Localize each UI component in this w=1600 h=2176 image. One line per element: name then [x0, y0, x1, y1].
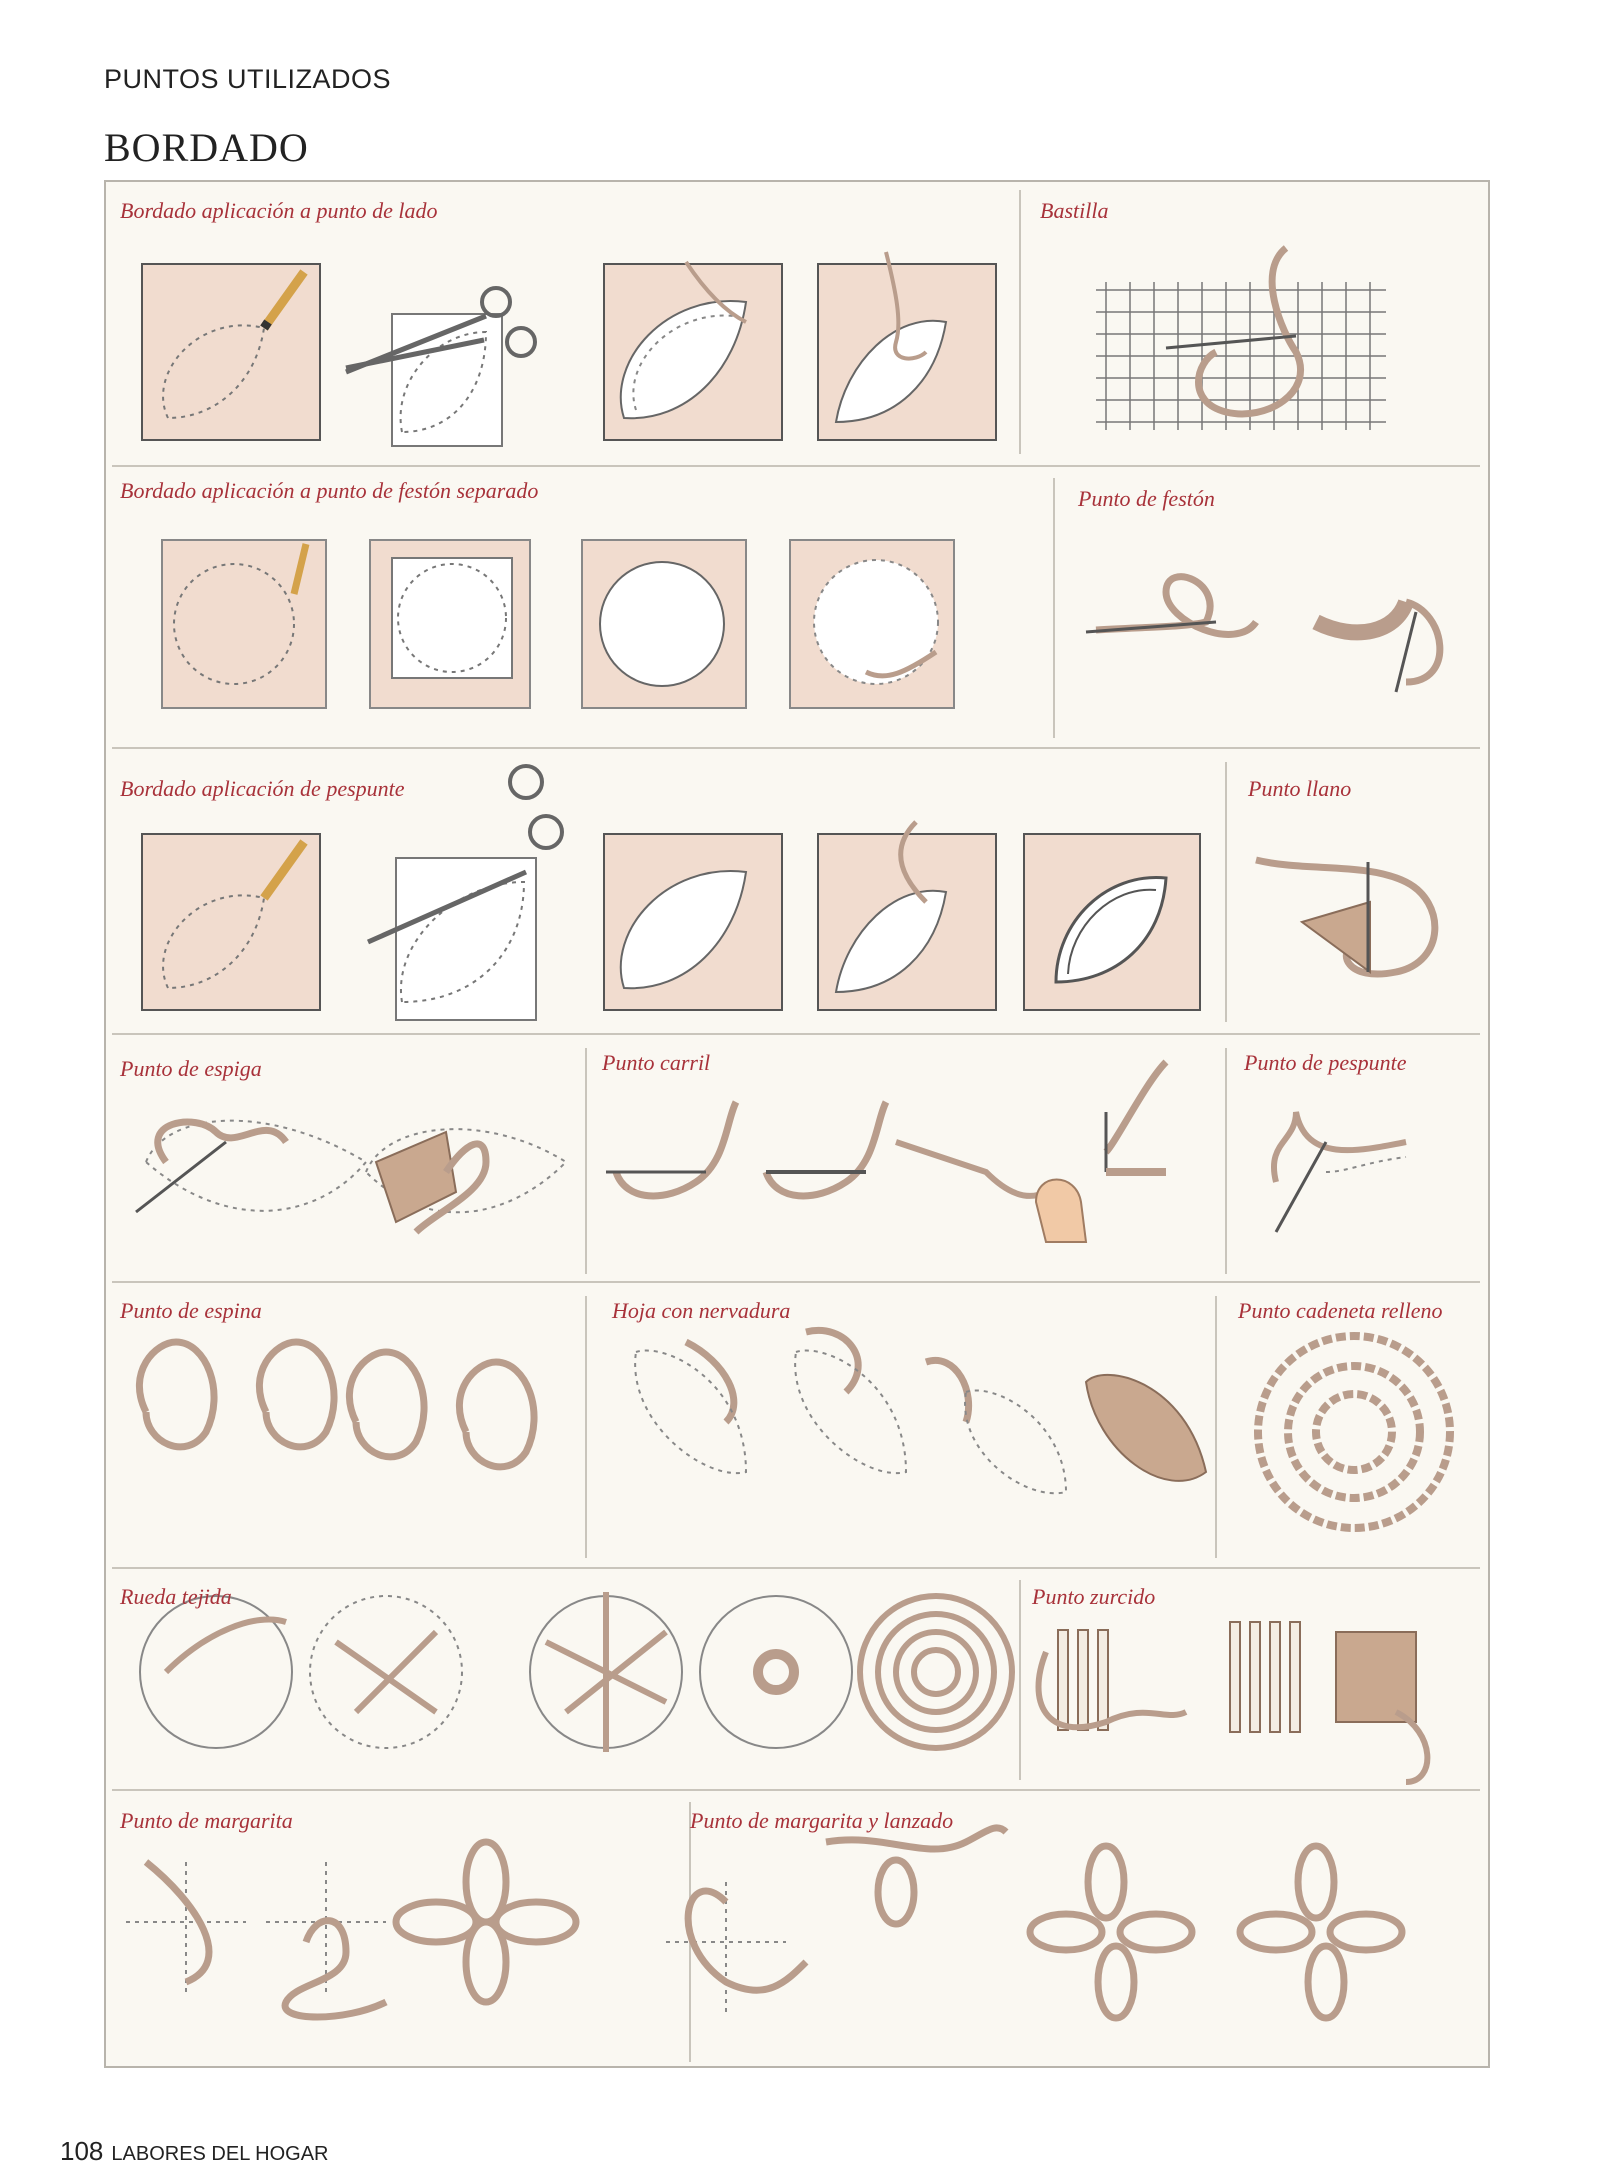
label-punto-zurcido: Punto zurcido	[1032, 1584, 1156, 1609]
label-punto-espiga: Punto de espiga	[120, 1056, 262, 1081]
label-punto-margarita: Punto de margarita	[120, 1808, 293, 1833]
stitch-illustrations	[106, 182, 1492, 2070]
label-aplicacion-feston: Bordado aplicación a punto de festón separado	[120, 478, 539, 503]
publication-name: LABORES DEL HOGAR	[111, 2143, 329, 2165]
label-punto-carril: Punto carril	[602, 1050, 711, 1075]
stitch-guide-panel	[104, 180, 1490, 2068]
page-number: 108	[60, 2136, 104, 2166]
label-punto-feston: Punto de festón	[1078, 486, 1215, 511]
label-cadeneta-relleno: Punto cadeneta relleno	[1238, 1298, 1443, 1323]
page-title: BORDADO	[104, 125, 309, 170]
label-punto-pespunte: Punto de pespunte	[1244, 1050, 1407, 1075]
label-aplicacion-pespunte: Bordado aplicación de pespunte	[120, 776, 405, 801]
label-rueda-tejida: Rueda tejida	[120, 1584, 232, 1609]
label-margarita-lanzado: Punto de margarita y lanzado	[690, 1808, 954, 1833]
label-punto-llano: Punto llano	[1248, 776, 1352, 801]
section-kicker: PUNTOS UTILIZADOS	[104, 64, 392, 94]
label-punto-espina: Punto de espina	[120, 1298, 262, 1323]
label-bastilla: Bastilla	[1040, 198, 1109, 223]
label-hoja-nervadura: Hoja con nervadura	[612, 1298, 791, 1323]
page-footer	[60, 2136, 329, 2167]
label-aplicacion-lado: Bordado aplicación a punto de lado	[120, 198, 438, 223]
